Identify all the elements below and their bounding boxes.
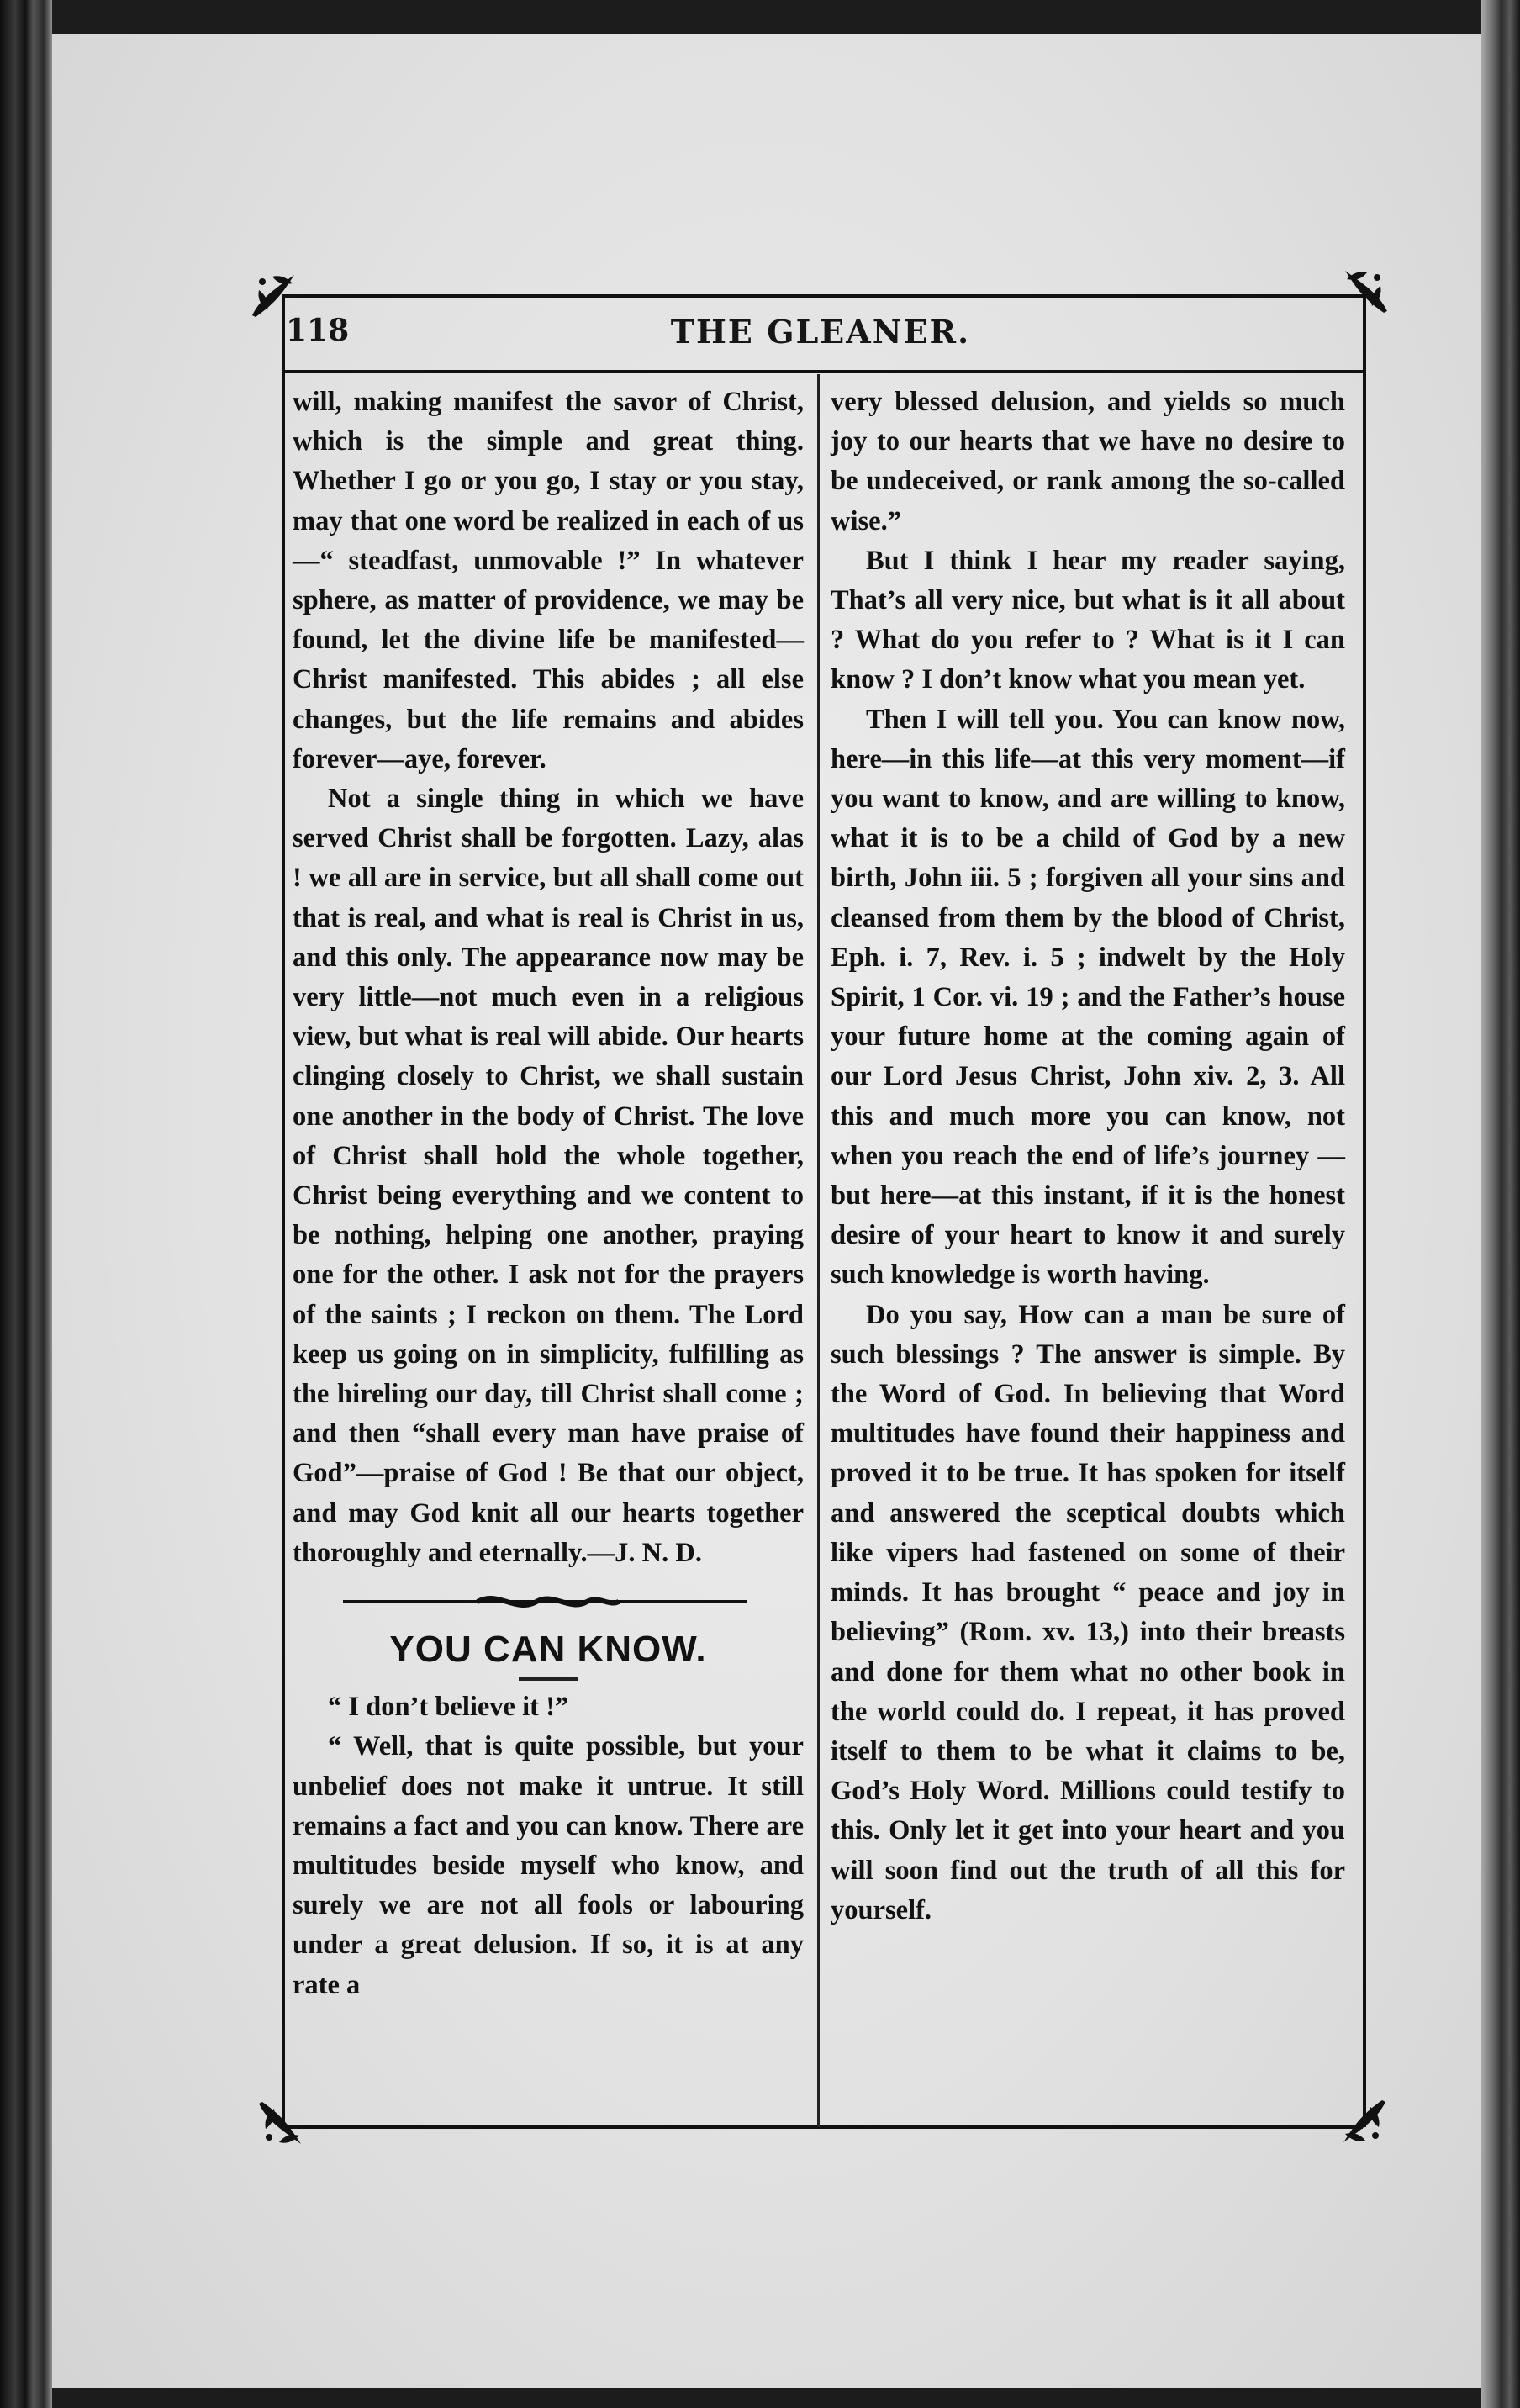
top-rule [282, 294, 1363, 298]
paragraph: Not a single thing in which we have served Christ shall be forgotten. Lazy, alas ! we all are in service, but all shall come out that is real, and what is real is Christ in us, and this only. The appearance now may be very little—not much even in a religious view, but what is real will abide. Our hearts clinging closely to Christ, we shall sustain one another in the body of Christ. The love of Christ shall hold the whole together, Christ being everything and we content to be nothing, helping one another, praying one for the other. I ask not for the prayers of the saints ; I reckon on them. The Lord keep us going on in simplicity, fulfilling as the hireling our day, till Christ shall come ; and then “shall every man have praise of God”—praise of God ! Be that our object, and may God knit all our hearts together thoroughly and eternally.—J. N. D. [293, 784, 804, 1568]
left-column [293, 383, 804, 2005]
leaf-ornament-icon [1335, 2094, 1394, 2152]
book-fore-edge [1481, 0, 1520, 2408]
title-underline [519, 1677, 578, 1681]
leaf-ornament-icon [251, 2095, 309, 2154]
article-title: YOU CAN KNOW. [389, 1629, 707, 1671]
column-divider [817, 374, 820, 2127]
leaf-ornament-icon [1337, 261, 1396, 319]
paragraph: “ I don’t believe it !” [328, 1692, 569, 1723]
running-header [286, 313, 1355, 356]
right-column [831, 383, 1345, 1930]
paragraph: will, making manifest the savor of Christ, which is the simple and great thing. Whether I go or you go, I stay or you stay, may that one word be realized in each of us—“ steadfast, unmovable !” In whatever sphere, as matter of providence, we may be found, let the divine life be manifested—Christ manifested. This abides ; all else changes, but the life remains and abides forever—aye, forever. [293, 387, 804, 774]
page-number: 118 [286, 313, 350, 348]
ornamental-separator [293, 1585, 804, 1619]
paragraph: But I think I hear my reader saying, That’s all very nice, but what is it all about ? What do you refer to ? What is it I can know ? I don’t know what you mean yet. [831, 545, 1345, 695]
paragraph: Do you say, How can a man be sure of such blessings ? The answer is simple. By the Word of God. In believing that Word multitudes have found their happiness and proved it to be true. It has spoken for itself and answered the sceptical doubts which like vipers had fastened on some of their minds. It has brought “ peace and joy in believing” (Rom. xv. 13,) into their breasts and done for them what no other book in the world could do. I repeat, it has proved itself to them to be what it claims to be, God’s Holy Word. Millions could testify to this. Only let it get into your heart and you will soon find out the truth of all this for yourself. [831, 1299, 1345, 1925]
paragraph: “ Well, that is quite possible, but your unbelief does not make it untrue. It still remains a fact and you can know. There are multitudes beside myself who know, and surely we are not all fools or labouring under a great delusion. If so, it is at any rate a [293, 1731, 804, 2000]
paragraph: Then I will tell you. You can know now, here—in this life—at this very moment—if you want to know, and are willing to know, what it is to be a child of God by a new birth, John iii. 5 ; forgiven all your sins and cleansed from them by the blood of Christ, Eph. i. 7, Rev. i. 5 ; indwelt by the Holy Spirit, 1 Cor. vi. 19 ; and the Father’s house your future home at the coming again of our Lord Jesus Christ, John xiv. 2, 3. All this and much more you can know, not when you reach the end of life’s journey —but here—at this instant, if it is the honest desire of your heart to know it and surely such knowledge is worth having. [831, 704, 1345, 1291]
book-spine-edge [0, 0, 52, 2408]
running-title: THE GLEANER. [670, 313, 971, 351]
paragraph: very blessed delusion, and yields so much joy to our hearts that we have no desire to be undeceived, or rank among the so-called wise.” [831, 387, 1345, 536]
bottom-rule [282, 2125, 1363, 2129]
header-rule [282, 370, 1363, 373]
